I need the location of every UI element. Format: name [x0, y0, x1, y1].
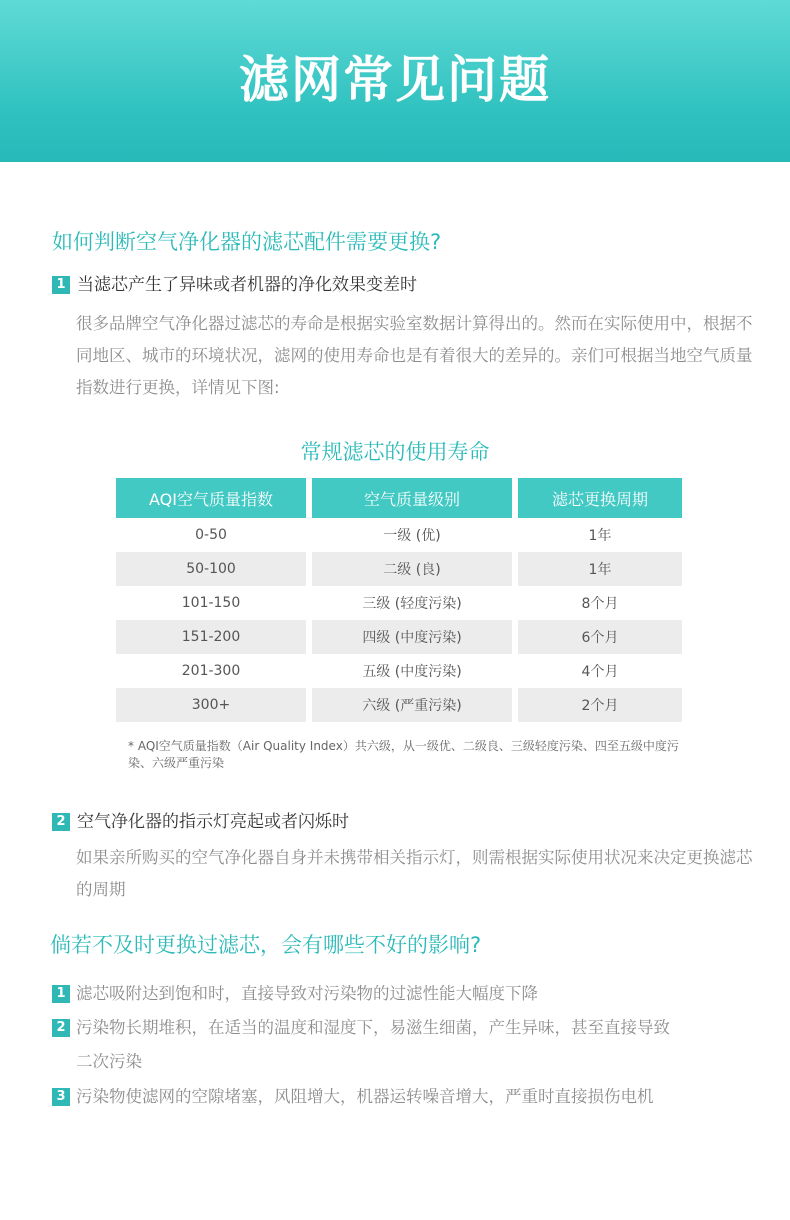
- page-title: 滤网常见问题: [239, 51, 551, 109]
- cell-level: 二级 (良): [312, 552, 512, 586]
- table-row: [116, 688, 682, 722]
- effect-text: 污染物长期堆积，在适当的温度和湿度下，易滋生细菌，产生异味，甚至直接导致: [76, 1018, 670, 1037]
- number-badge-2: 2: [52, 813, 70, 831]
- number-badge-1: 1: [52, 985, 70, 1003]
- number-badge-1: 1: [52, 276, 70, 294]
- cell-cycle: 4个月: [581, 664, 619, 680]
- cell-cycle: 8个月: [581, 596, 619, 612]
- cell-aqi: 0-50: [195, 527, 227, 543]
- table-footnote: * AQI空气质量指数（Air Quality Index）共六级，从一级优、二级良、三级轻度污染、四至五级中度污染、六级严重污染: [128, 739, 679, 770]
- cell-aqi: 50-100: [116, 552, 306, 586]
- effect-item: [52, 978, 538, 1010]
- item-2-heading: [52, 810, 349, 834]
- table-row: [116, 620, 682, 654]
- item-1-heading: [52, 273, 417, 297]
- effect-text: 污染物使滤网的空隙堵塞，风阻增大，机器运转噪音增大，严重时直接损伤电机: [76, 1087, 654, 1106]
- effect-item: [52, 1081, 654, 1113]
- cell-level: 五级 (中度污染): [362, 664, 462, 680]
- table-row: [116, 552, 682, 586]
- header-cycle: 滤芯更换周期: [518, 478, 682, 518]
- cell-aqi: 151-200: [116, 620, 306, 654]
- cell-aqi: 201-300: [181, 663, 241, 679]
- effect-item: [52, 1012, 670, 1044]
- cell-level: 三级 (轻度污染): [362, 596, 462, 612]
- item-2-body: 如果亲所购买的空气净化器自身并未携带相关指示灯，则需根据实际使用状况来决定更换滤芯的周期: [76, 848, 753, 899]
- cell-cycle: 2个月: [518, 688, 682, 722]
- table-row: [116, 654, 682, 688]
- header-banner: [0, 0, 790, 162]
- header-level: 空气质量级别: [312, 478, 512, 518]
- item-2-heading-text: 空气净化器的指示灯亮起或者闪烁时: [77, 812, 349, 832]
- filter-lifespan-table: [116, 478, 682, 722]
- table-header-row: [116, 478, 682, 518]
- cell-cycle: 1年: [518, 552, 682, 586]
- cell-level: 四级 (中度污染): [312, 620, 512, 654]
- table-row: [116, 518, 682, 552]
- question-1-title: 如何判断空气净化器的滤芯配件需要更换?: [52, 230, 442, 254]
- cell-cycle: 1年: [588, 528, 612, 544]
- item-1-heading-text: 当滤芯产生了异味或者机器的净化效果变差时: [77, 275, 417, 295]
- cell-aqi: 300+: [116, 688, 306, 722]
- item-1-body: 很多品牌空气净化器过滤芯的寿命是根据实验室数据计算得出的。然而在实际使用中，根据不同地区、城市的环境状况，滤网的使用寿命也是有着很大的差异的。亲们可根据当地空气质量指数进行更换，详情见下图:: [76, 314, 753, 397]
- cell-aqi: 101-150: [181, 595, 241, 611]
- effect-text-continued: 二次污染: [76, 1052, 142, 1071]
- table-row: [116, 586, 682, 620]
- table-title: 常规滤芯的使用寿命: [300, 440, 490, 464]
- header-aqi: AQI空气质量指数: [116, 478, 306, 518]
- cell-level: 六级 (严重污染): [312, 688, 512, 722]
- effect-text: 滤芯吸附达到饱和时，直接导致对污染物的过滤性能大幅度下降: [76, 984, 538, 1003]
- cell-level: 一级 (优): [383, 528, 441, 544]
- cell-cycle: 6个月: [518, 620, 682, 654]
- number-badge-2: 2: [52, 1019, 70, 1037]
- number-badge-3: 3: [52, 1088, 70, 1106]
- question-2-title: 倘若不及时更换过滤芯，会有哪些不好的影响?: [50, 933, 482, 957]
